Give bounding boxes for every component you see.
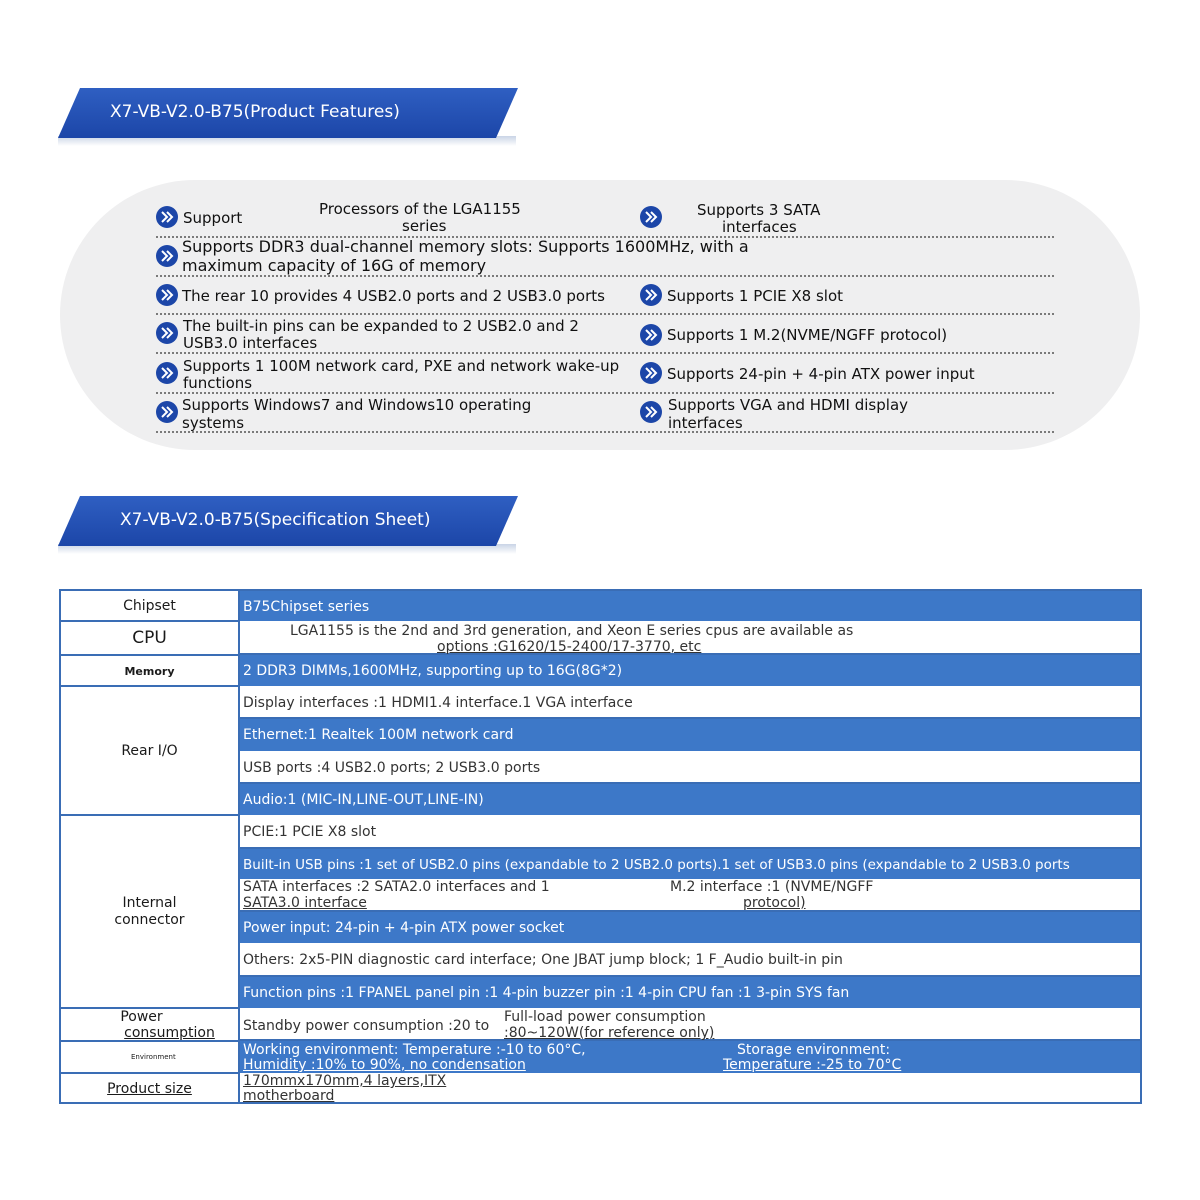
spec-row-memory <box>240 655 1140 686</box>
spec-value: M.2 interface :1 (NVME/NGFF <box>670 879 874 895</box>
label-cpu: CPU <box>132 628 167 648</box>
spec-value: Display interfaces :1 HDMI1.4 interface.1 VGA interface <box>243 695 633 711</box>
label-memory: Memory <box>124 664 175 678</box>
spec-value: Working environment: Temperature :-10 to 60°C, <box>243 1042 586 1058</box>
feature-sata-line1: Supports 3 SATA <box>697 201 821 219</box>
label-power-consumption <box>61 1008 238 1041</box>
features-banner <box>58 88 518 138</box>
feature-rear-usb: The rear 10 provides 4 USB2.0 ports and 2 USB3.0 ports <box>182 287 605 305</box>
spec-value: USB ports :4 USB2.0 ports; 2 USB3.0 ports <box>243 760 541 776</box>
spec-row-chipset <box>240 591 1140 621</box>
chevron-right-icon <box>156 206 178 228</box>
spec-value: Built-in USB pins :1 set of USB2.0 pins (expandable to 2 USB2.0 ports).1 set of USB3.0 pins (expandable to 2 USB3.0 ports <box>243 857 1070 873</box>
spec-row-display <box>240 686 1140 719</box>
features-banner-title: X7-VB-V2.0-B75(Product Features) <box>110 102 400 122</box>
feature-sata-line2: interfaces <box>722 218 797 236</box>
divider <box>156 275 1054 277</box>
spec-value: B75Chipset series <box>243 599 370 615</box>
spec-row-audio <box>240 784 1140 815</box>
divider <box>156 352 1054 354</box>
spec-value: 2 DDR3 DIMMs,1600MHz, supporting up to 16G(8G*2) <box>243 663 623 679</box>
spec-value: Function pins :1 FPANEL panel pin :1 4-pin buzzer pin :1 4-pin CPU fan :1 3-pin SYS fan <box>243 985 850 1001</box>
spec-value: LGA1155 is the 2nd and 3rd generation, and Xeon E series cpus are available as <box>290 623 854 639</box>
spec-value: SATA interfaces :2 SATA2.0 interfaces and 1 <box>243 879 550 895</box>
spec-value: Audio:1 (MIC-IN,LINE-OUT,LINE-IN) <box>243 792 484 808</box>
spec-value: Power input: 24-pin + 4-pin ATX power socket <box>243 920 565 936</box>
spec-row-product-size <box>240 1073 1140 1102</box>
chevron-right-icon <box>156 401 178 423</box>
feature-memory-line2: maximum capacity of 16G of memory <box>182 256 487 275</box>
column-divider <box>238 589 240 1104</box>
feature-support-label: Support <box>183 209 243 227</box>
feature-os-line1: Supports Windows7 and Windows10 operating <box>182 396 532 414</box>
label-internal-connector <box>61 816 238 1007</box>
feature-builtin-line2: USB3.0 interfaces <box>183 334 318 352</box>
chevron-right-icon <box>156 284 178 306</box>
feature-builtin-line1: The built-in pins can be expanded to 2 USB2.0 and 2 <box>183 317 579 335</box>
spec-value: Humidity :10% to 90%, no condensation <box>243 1057 526 1073</box>
spec-value: Ethernet:1 Realtek 100M network card <box>243 727 514 743</box>
label-product-size: Product size <box>107 1081 192 1097</box>
divider <box>156 236 1054 238</box>
spec-banner-title: X7-VB-V2.0-B75(Specification Sheet) <box>120 510 431 530</box>
spec-value: SATA3.0 interface <box>243 895 367 911</box>
label-power-line1: Power <box>120 1008 163 1025</box>
chevron-right-icon <box>156 322 178 344</box>
label-environment: Environment <box>131 1053 176 1061</box>
label-internal-line1: Internal <box>122 894 177 911</box>
divider <box>156 392 1054 394</box>
feature-processor-line1: Processors of the LGA1155 <box>319 200 521 218</box>
spec-value: motherboard <box>243 1088 335 1104</box>
chevron-right-icon <box>640 324 662 346</box>
spec-value: Standby power consumption :20 to <box>243 1018 490 1034</box>
spec-row-function-pins <box>240 977 1140 1008</box>
feature-os-line2: systems <box>182 414 245 432</box>
spec-value: :80~120W(for reference only) <box>504 1025 715 1041</box>
spec-value: options :G1620/15-2400/17-3770, etc <box>437 639 702 655</box>
spec-row-power-input <box>240 912 1140 943</box>
spec-row-pcie <box>240 815 1140 849</box>
chevron-right-icon <box>156 362 178 384</box>
spec-value: Others: 2x5-PIN diagnostic card interface; One JBAT jump block; 1 F_Audio built-in pin <box>243 952 843 968</box>
feature-pcie: Supports 1 PCIE X8 slot <box>667 287 844 305</box>
feature-memory-line1: Supports DDR3 dual-channel memory slots: Supports 1600MHz, with a <box>182 237 749 256</box>
divider <box>156 431 1054 433</box>
spec-row-others <box>240 943 1140 977</box>
chevron-right-icon <box>640 362 662 384</box>
spec-row-environment <box>240 1041 1140 1073</box>
spec-row-sata-m2 <box>240 879 1140 912</box>
chevron-right-icon <box>156 245 178 267</box>
spec-value: Storage environment: <box>737 1042 891 1058</box>
label-power-line2: consumption <box>124 1024 215 1041</box>
chevron-right-icon <box>640 206 662 228</box>
spec-value: protocol) <box>743 895 806 911</box>
feature-processor-line2: series <box>402 217 447 235</box>
spec-row-usb <box>240 751 1140 784</box>
feature-network-line2: functions <box>183 374 253 392</box>
chevron-right-icon <box>640 401 662 423</box>
spec-value: Temperature :-25 to 70°C <box>723 1057 902 1073</box>
feature-m2: Supports 1 M.2(NVME/NGFF protocol) <box>667 326 948 344</box>
feature-atx-power: Supports 24-pin + 4-pin ATX power input <box>667 365 975 383</box>
chevron-right-icon <box>640 284 662 306</box>
label-internal-line2: connector <box>114 911 185 928</box>
divider <box>156 313 1054 315</box>
label-chipset: Chipset <box>123 598 176 614</box>
spec-row-cpu <box>240 621 1140 655</box>
label-rear-io: Rear I/O <box>121 742 178 759</box>
spec-row-ethernet <box>240 719 1140 751</box>
feature-display-line2: interfaces <box>668 414 743 432</box>
feature-display-line1: Supports VGA and HDMI display <box>668 396 909 414</box>
spec-value: Full-load power consumption <box>504 1009 706 1025</box>
spec-value: 170mmx170mm,4 layers,ITX <box>243 1073 447 1089</box>
spec-value: PCIE:1 PCIE X8 slot <box>243 824 377 840</box>
spec-row-power-consumption <box>240 1008 1140 1041</box>
feature-network-line1: Supports 1 100M network card, PXE and network wake-up <box>183 357 620 375</box>
spec-row-builtin-usb <box>240 849 1140 879</box>
spec-banner <box>58 496 518 546</box>
